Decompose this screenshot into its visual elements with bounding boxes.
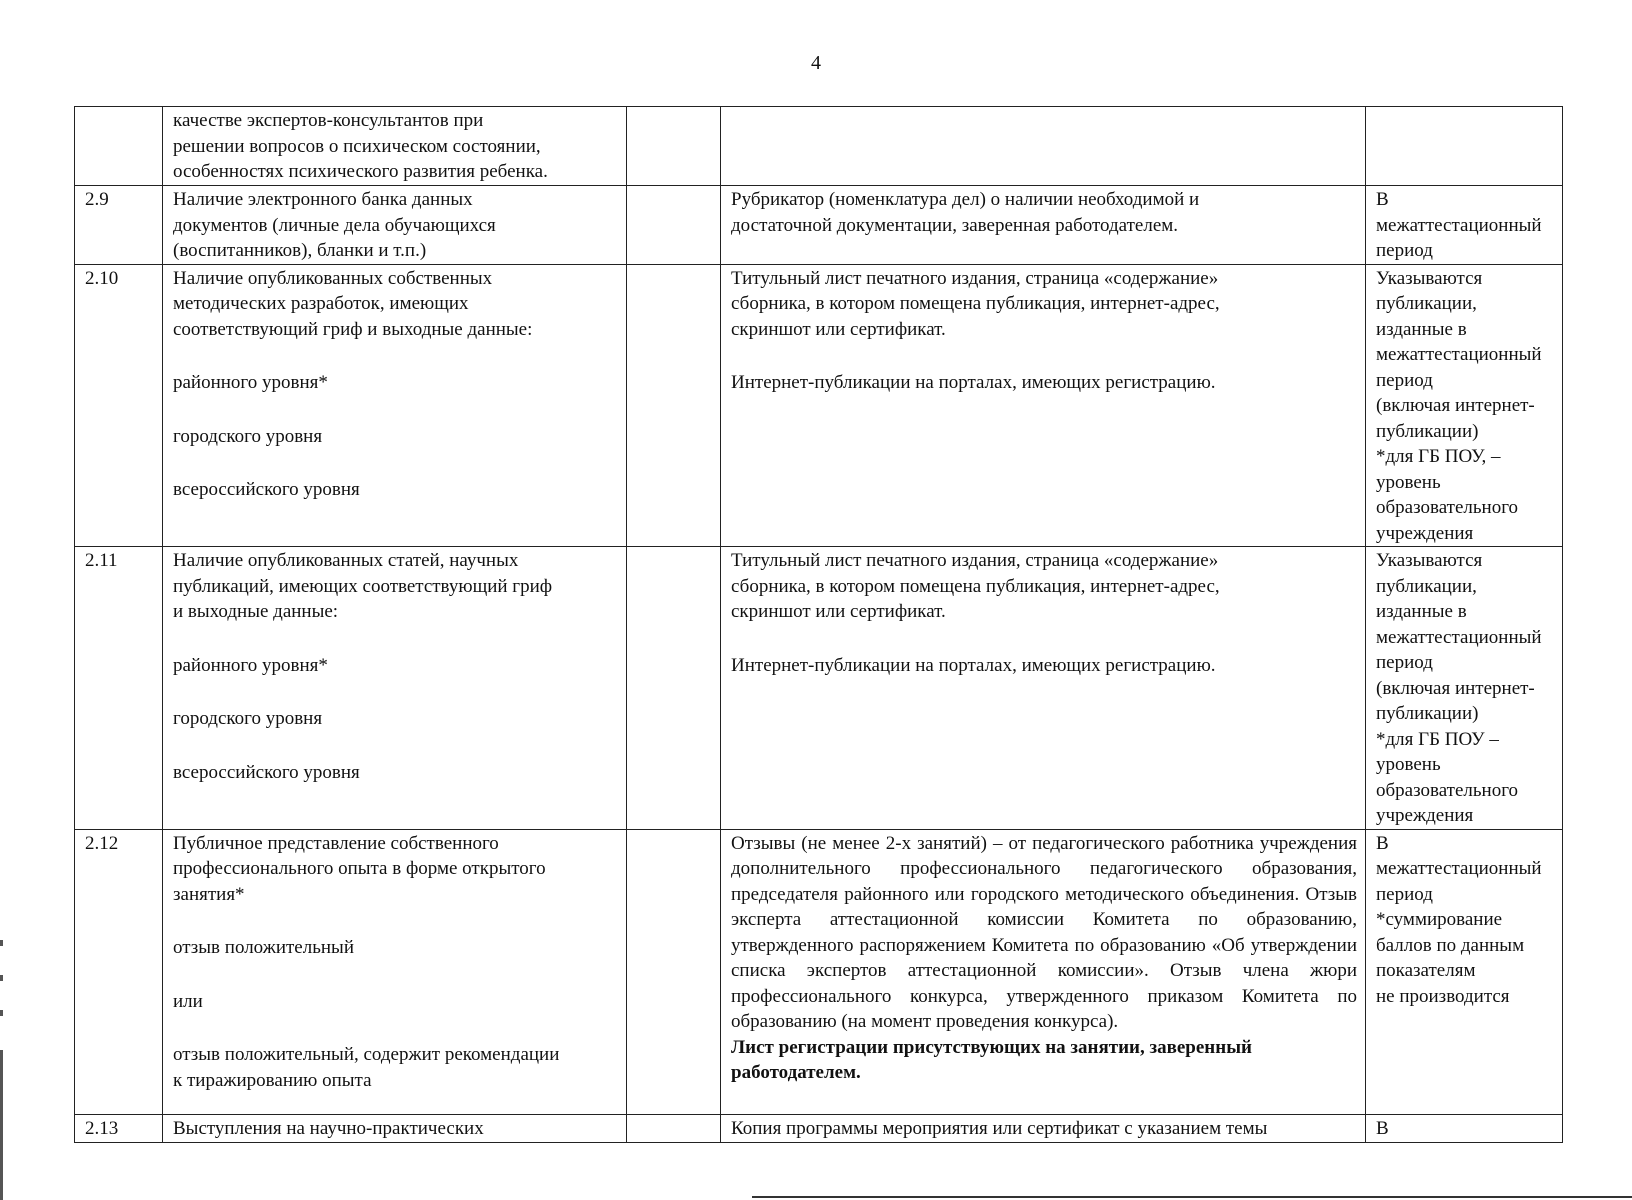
- option-or: или: [173, 990, 203, 1012]
- document-line: Титульный лист печатного издания, страница «содержание»: [731, 267, 1219, 289]
- note-line: образовательного: [1376, 779, 1519, 801]
- document-line: сборника, в котором помещена публикация, интернет-адрес,: [731, 293, 1220, 314]
- note-line: межаттестационный: [1376, 214, 1542, 236]
- documents-cell: [721, 186, 1366, 265]
- table-row: [75, 186, 1563, 265]
- document-line: скриншот или сертификат.: [731, 601, 946, 622]
- note-line: уровень: [1376, 471, 1441, 493]
- note-line: учреждения: [1376, 805, 1474, 826]
- note-line: (включая интернет-: [1376, 395, 1535, 416]
- points-cell: [627, 829, 721, 1114]
- points-cell: [627, 1114, 721, 1142]
- note-cell: [1366, 547, 1563, 830]
- documents-cell: [721, 829, 1366, 1114]
- note-line: период: [1376, 652, 1433, 673]
- note-line: публикации): [1376, 420, 1479, 442]
- note-cell: [1366, 186, 1563, 265]
- level-city: городского уровня: [173, 708, 323, 729]
- document-line: сборника, в котором помещена публикация, интернет-адрес,: [731, 575, 1220, 597]
- level-city: городского уровня: [173, 425, 323, 447]
- indicator-line: Выступления на научно-практических: [173, 1117, 484, 1139]
- table-row: [75, 829, 1563, 1114]
- points-cell: [627, 186, 721, 265]
- page-number: 4: [811, 52, 821, 74]
- document-line: Титульный лист печатного издания, страница «содержание»: [731, 550, 1219, 571]
- indicator-cell: [163, 547, 627, 830]
- row-number: [75, 107, 163, 186]
- note-line: межаттестационный: [1376, 858, 1542, 879]
- indicator-cell: [163, 829, 627, 1114]
- indicator-line: занятия*: [173, 883, 245, 905]
- note-line: показателям: [1376, 960, 1476, 981]
- indicator-line: соответствующий гриф и выходные данные:: [173, 318, 533, 340]
- indicator-line: решении вопросов о психическом состоянии,: [173, 135, 541, 157]
- indicator-line: Публичное представление собственного: [173, 832, 499, 854]
- margin-mark: [0, 975, 3, 981]
- scan-artifact-line: [752, 1196, 1632, 1198]
- note-line: В: [1376, 1117, 1389, 1139]
- margin-mark: [0, 940, 3, 946]
- note-line: публикации): [1376, 703, 1479, 724]
- document-line: Копия программы мероприятия или сертификат с указанием темы: [731, 1117, 1268, 1139]
- note-line: баллов по данным: [1376, 934, 1525, 956]
- note-line: Указываются: [1376, 550, 1483, 571]
- option-review-with-recommendations: отзыв положительный, содержит рекомендации: [173, 1044, 560, 1065]
- row-number: 2.11: [75, 547, 163, 830]
- indicator-cell: [163, 107, 627, 186]
- document-line: Рубрикатор (номенклатура дел) о наличии необходимой и: [731, 189, 1200, 210]
- documents-cell: [721, 264, 1366, 547]
- note-line: В: [1376, 832, 1389, 854]
- level-national: всероссийского уровня: [173, 479, 360, 500]
- note-line: период: [1376, 883, 1433, 905]
- indicator-line: и выходные данные:: [173, 601, 339, 622]
- note-line: публикации,: [1376, 293, 1477, 314]
- documents-cell: [721, 1114, 1366, 1142]
- level-district: районного уровня*: [173, 654, 328, 676]
- table-row: [75, 107, 1563, 186]
- indicator-cell: [163, 264, 627, 547]
- indicator-cell: [163, 1114, 627, 1142]
- option-positive-review: отзыв положительный: [173, 937, 354, 958]
- note-line: *для ГБ ПОУ, –: [1376, 446, 1501, 467]
- table-row: [75, 547, 1563, 830]
- level-district: районного уровня*: [173, 372, 328, 393]
- note-line: учреждения: [1376, 522, 1474, 544]
- note-line: Указываются: [1376, 267, 1483, 289]
- indicator-line: Наличие опубликованных собственных: [173, 267, 493, 289]
- note-line: изданные в: [1376, 318, 1467, 340]
- note-line: уровень: [1376, 754, 1441, 775]
- indicator-line: Наличие опубликованных статей, научных: [173, 550, 519, 571]
- table-row: [75, 264, 1563, 547]
- note-line: (включая интернет-: [1376, 677, 1535, 699]
- criteria-table: [74, 106, 1563, 1143]
- indicator-line: профессионального опыта в форме открытого: [173, 858, 546, 879]
- indicator-line: особенностях психического развития ребенка.: [173, 161, 548, 182]
- row-number: 2.12: [75, 829, 163, 1114]
- indicator-line: документов (личные дела обучающихся: [173, 214, 496, 236]
- note-line: межаттестационный: [1376, 626, 1542, 648]
- row-number: 2.10: [75, 264, 163, 547]
- option-review-with-recommendations: к тиражированию опыта: [173, 1069, 372, 1091]
- row-number: 2.9: [75, 186, 163, 265]
- note-cell: [1366, 829, 1563, 1114]
- document-paragraph-bold: Лист регистрации присутствующих на занятии, заверенный работодателем.: [731, 1036, 1252, 1083]
- indicator-cell: [163, 186, 627, 265]
- table-row: [75, 1114, 1563, 1142]
- note-line: *для ГБ ПОУ –: [1376, 728, 1499, 750]
- margin-mark: [0, 1010, 3, 1016]
- note-line: В: [1376, 189, 1389, 210]
- note-line: *суммирование: [1376, 909, 1503, 930]
- row-number: 2.13: [75, 1114, 163, 1142]
- note-line: период: [1376, 369, 1433, 391]
- note-line: межаттестационный: [1376, 344, 1542, 365]
- document-line: скриншот или сертификат.: [731, 318, 946, 340]
- note-line: не производится: [1376, 985, 1510, 1007]
- indicator-line: методических разработок, имеющих: [173, 293, 469, 314]
- indicator-line: (воспитанников), бланки и т.п.): [173, 240, 427, 261]
- document-paragraph: Отзывы (не менее 2-х занятий) – от педагогического работника учреждения дополнительного профессионального педагогического образования, председателя районного или городского методического объединения. Отзыв эксперта аттестационной комиссии Комитета по образованию, утвержденного распоряжением Комитета по образованию «Об утверждении списка экспертов аттестационной комиссии». Отзыв члена жюри профессионального конкурса, утвержденного приказом Комитета по образованию (на момент проведения конкурса).: [731, 832, 1357, 1032]
- document-line: достаточной документации, заверенная работодателем.: [731, 214, 1179, 236]
- documents-cell: [721, 107, 1366, 186]
- indicator-line: Наличие электронного банка данных: [173, 189, 473, 210]
- note-line: период: [1376, 240, 1433, 261]
- document-line: Интернет-публикации на порталах, имеющих регистрацию.: [731, 654, 1216, 676]
- document-line: Интернет-публикации на порталах, имеющих регистрацию.: [731, 372, 1216, 393]
- points-cell: [627, 264, 721, 547]
- points-cell: [627, 107, 721, 186]
- points-cell: [627, 547, 721, 830]
- indicator-line: публикаций, имеющих соответствующий гриф: [173, 575, 553, 597]
- margin-mark: [0, 1050, 3, 1200]
- note-line: изданные в: [1376, 601, 1467, 622]
- note-cell: [1366, 1114, 1563, 1142]
- note-line: образовательного: [1376, 497, 1519, 518]
- note-line: публикации,: [1376, 575, 1477, 597]
- note-cell: [1366, 264, 1563, 547]
- indicator-line: качестве экспертов-консультантов при: [173, 110, 484, 131]
- level-national: всероссийского уровня: [173, 761, 360, 783]
- documents-cell: [721, 547, 1366, 830]
- note-cell: [1366, 107, 1563, 186]
